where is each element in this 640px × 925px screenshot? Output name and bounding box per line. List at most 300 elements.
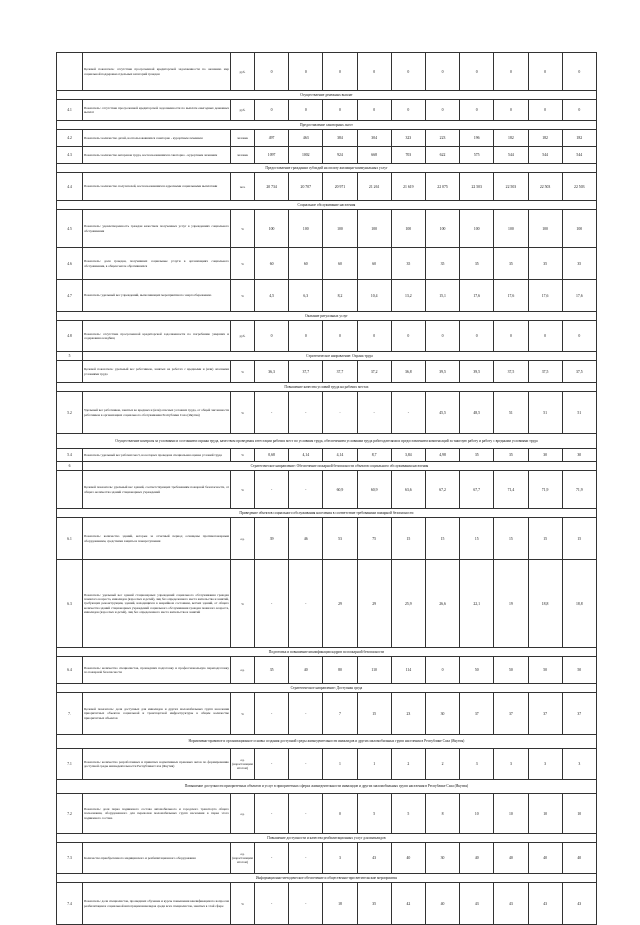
- value-cell: 0: [425, 657, 459, 684]
- unit-cell: ед.: [231, 657, 255, 684]
- value-cell: 37: [460, 693, 494, 735]
- unit-cell: %: [231, 280, 255, 312]
- value-cell: 463: [289, 130, 323, 147]
- section-heading: Подготовка и повышение квалификации кадров по пожарной безопасности: [57, 648, 597, 657]
- section-row: [57, 684, 597, 693]
- value-cell: 0: [494, 321, 528, 352]
- value-cell: 0: [255, 100, 289, 121]
- value-cell: 100: [289, 210, 323, 248]
- value-cell: 25,9: [391, 560, 425, 648]
- value-cell: 100: [562, 210, 596, 248]
- unit-cell: руб.: [231, 321, 255, 352]
- value-cell: 4,98: [425, 449, 459, 462]
- indicator-description: Показатель: количество ветеранов труда, воспользовавшихся санаторно - курортным лечением: [83, 147, 231, 164]
- value-cell: 0: [562, 53, 596, 91]
- value-cell: 8,7: [357, 449, 391, 462]
- value-cell: 0: [357, 100, 391, 121]
- value-cell: 39,5: [460, 361, 494, 383]
- indicator-description: Показатель: количество разработанных и принятых нормативных правовых актов по формированию доступной среды жизнедеятельности Республики Саха (Якутия): [83, 749, 231, 780]
- section-row: [57, 312, 597, 321]
- value-cell: 0: [357, 321, 391, 352]
- value-cell: -: [255, 471, 289, 509]
- value-cell: -: [323, 392, 357, 434]
- value-cell: 22,1: [460, 560, 494, 648]
- row-number: 4.4: [57, 173, 83, 201]
- value-cell: -: [289, 392, 323, 434]
- value-cell: 15,1: [425, 280, 459, 312]
- value-cell: 100: [391, 210, 425, 248]
- value-cell: 30: [528, 449, 562, 462]
- value-cell: 100: [323, 210, 357, 248]
- value-cell: 22 503: [528, 173, 562, 201]
- unit-cell: ед.: [231, 794, 255, 834]
- value-cell: 36,3: [255, 361, 289, 383]
- indicator-description: Показатель: доля специалистов, прошедших обучение и курсы повышения квалификации по вопросам реабилитации и социальной интеграции инвалидов среди всех специалистов, занятых в этой сфере: [83, 883, 231, 925]
- value-cell: 100: [255, 210, 289, 248]
- value-cell: 544: [494, 147, 528, 164]
- value-cell: 3: [528, 749, 562, 780]
- unit-cell: %: [231, 883, 255, 925]
- value-cell: 1002: [289, 147, 323, 164]
- value-cell: 67,7: [460, 471, 494, 509]
- value-cell: 35: [255, 657, 289, 684]
- value-cell: 0: [323, 53, 357, 91]
- value-cell: 50: [528, 657, 562, 684]
- value-cell: -: [255, 693, 289, 735]
- value-cell: 8: [425, 794, 459, 834]
- value-cell: -: [391, 392, 425, 434]
- row-number: 7.2: [57, 794, 83, 834]
- value-cell: 35: [494, 449, 528, 462]
- value-cell: 2: [391, 749, 425, 780]
- value-cell: 10,4: [357, 280, 391, 312]
- row-number: 6.1: [57, 518, 83, 560]
- value-cell: 18: [323, 883, 357, 925]
- indicators-table: [56, 52, 597, 925]
- value-cell: 7: [323, 693, 357, 735]
- value-cell: 13,2: [391, 280, 425, 312]
- table-row: [57, 657, 597, 684]
- value-cell: 35: [494, 248, 528, 280]
- indicator-description: Показатель: количество получателей, воспользовавшихся адресными социальными выплатами: [83, 173, 231, 201]
- section-heading: Стратегическое направление: Обеспечение пожарной безопасности объектов социального обслуживания населения: [83, 462, 597, 471]
- value-cell: 0: [460, 321, 494, 352]
- value-cell: 20 707: [289, 173, 323, 201]
- value-cell: 51: [562, 392, 596, 434]
- row-number: 5.2: [57, 392, 83, 434]
- section-row: [57, 121, 597, 130]
- unit-cell: %: [231, 210, 255, 248]
- table-row: [57, 361, 597, 383]
- value-cell: 40: [494, 843, 528, 874]
- unit-cell: руб.: [231, 53, 255, 91]
- value-cell: 15: [425, 518, 459, 560]
- section-row: [57, 735, 597, 749]
- value-cell: 30: [562, 449, 596, 462]
- value-cell: 45,5: [425, 392, 459, 434]
- value-cell: 100: [425, 210, 459, 248]
- unit-cell: %: [231, 449, 255, 462]
- value-cell: -: [255, 560, 289, 648]
- value-cell: 43: [528, 883, 562, 925]
- value-cell: 100: [528, 210, 562, 248]
- value-cell: 60: [255, 248, 289, 280]
- value-cell: 0: [391, 321, 425, 352]
- value-cell: 0: [425, 100, 459, 121]
- value-cell: 1097: [255, 147, 289, 164]
- value-cell: 4,14: [323, 449, 357, 462]
- value-cell: 71,9: [562, 471, 596, 509]
- value-cell: 4,5: [255, 280, 289, 312]
- indicator-description: Целевой показатель: отсутствие просроченной кредиторской задолженности по оказанию мер социальной поддержки отдельных категорий граждан: [83, 53, 231, 91]
- value-cell: 17,6: [528, 280, 562, 312]
- unit-cell: %: [231, 471, 255, 509]
- indicator-description: Показатель: доля граждан, получивших социальные услуги в организациях социального обслуживания, в общем числе обратившихся: [83, 248, 231, 280]
- indicator-description: Показатель: количество специалистов, прошедших подготовку и профессиональную переподготовку по пожарной безопасности: [83, 657, 231, 684]
- value-cell: 0,68: [255, 449, 289, 462]
- value-cell: 67,2: [425, 471, 459, 509]
- value-cell: 0: [323, 321, 357, 352]
- value-cell: 35: [460, 449, 494, 462]
- section-heading: Предоставление санаторных льгот: [57, 121, 597, 130]
- value-cell: 3: [562, 749, 596, 780]
- value-cell: 18,8: [562, 560, 596, 648]
- row-number: 4.6: [57, 248, 83, 280]
- value-cell: 60: [289, 248, 323, 280]
- value-cell: 22 503: [562, 173, 596, 201]
- value-cell: 17,6: [460, 280, 494, 312]
- value-cell: 100: [494, 210, 528, 248]
- table-row: [57, 173, 597, 201]
- value-cell: 196: [460, 130, 494, 147]
- indicator-description: Удельный вес работников, занятых во вредных и (или) опасных условиях труда, от общей численности работников в организациях социального обслуживания Республики Саха (Якутия): [83, 392, 231, 434]
- table-row: [57, 693, 597, 735]
- table-row: [57, 449, 597, 462]
- value-cell: 60: [357, 248, 391, 280]
- value-cell: 40: [391, 843, 425, 874]
- row-number: 4.1: [57, 100, 83, 121]
- value-cell: 0: [255, 321, 289, 352]
- table-row: [57, 100, 597, 121]
- value-cell: 668: [357, 147, 391, 164]
- value-cell: 40: [562, 843, 596, 874]
- value-cell: 182: [528, 130, 562, 147]
- table-row: [57, 883, 597, 925]
- row-number: 4.2: [57, 130, 83, 147]
- row-number: 6: [57, 462, 83, 471]
- value-cell: 100: [460, 210, 494, 248]
- value-cell: 0: [460, 53, 494, 91]
- value-cell: 50: [460, 657, 494, 684]
- row-number: 4.5: [57, 210, 83, 248]
- unit-cell: ед.: [231, 518, 255, 560]
- row-number: [57, 361, 83, 383]
- unit-cell: %: [231, 392, 255, 434]
- value-cell: 37,7: [323, 361, 357, 383]
- value-cell: 46: [289, 518, 323, 560]
- section-heading: Стратегическое направление: Доступная среда: [57, 684, 597, 693]
- indicator-description: Целевой показатель: доля доступных для инвалидов и других маломобильных групп населения приоритетных объектов социальной и транспортной инфраструктуры в общем количестве приоритетных объектов: [83, 693, 231, 735]
- value-cell: 35: [460, 248, 494, 280]
- section-row: [57, 648, 597, 657]
- value-cell: 15: [460, 518, 494, 560]
- section-heading: Осуществление контроля за условиями и состоянием охраны труда, качеством проведения аттестации рабочих мест по условиям труда, обеспечением условиями труда работодателями и предоставлением компенсаций за тяжелую работу и работу с вредными условиями труда: [57, 434, 597, 449]
- section-row: [57, 874, 597, 883]
- table-row: [57, 794, 597, 834]
- value-cell: 497: [255, 130, 289, 147]
- value-cell: 48,5: [460, 392, 494, 434]
- section-row: [57, 509, 597, 518]
- row-number: 6.4: [57, 657, 83, 684]
- value-cell: -: [289, 749, 323, 780]
- value-cell: 20 734: [255, 173, 289, 201]
- value-cell: 575: [460, 147, 494, 164]
- value-cell: 182: [494, 130, 528, 147]
- value-cell: 0: [425, 321, 459, 352]
- value-cell: 37: [528, 693, 562, 735]
- table-row: [57, 130, 597, 147]
- value-cell: 21 619: [391, 173, 425, 201]
- value-cell: -: [289, 560, 323, 648]
- indicator-description: Целевой показатель: удельный вес работников, занятых на работах с вредными и (или) опасными условиями труда: [83, 361, 231, 383]
- row-number: 5: [57, 352, 83, 361]
- section-row: [57, 91, 597, 100]
- value-cell: 40: [425, 883, 459, 925]
- unit-cell: человек: [231, 130, 255, 147]
- row-number: [57, 471, 83, 509]
- value-cell: 4,14: [289, 449, 323, 462]
- value-cell: -: [255, 392, 289, 434]
- value-cell: 1: [357, 749, 391, 780]
- value-cell: 23: [391, 693, 425, 735]
- value-cell: 622: [425, 147, 459, 164]
- row-number: 7.3: [57, 843, 83, 874]
- value-cell: 35: [357, 883, 391, 925]
- value-cell: 36,8: [391, 361, 425, 383]
- value-cell: -: [289, 794, 323, 834]
- value-cell: 0: [528, 53, 562, 91]
- section-row: [57, 164, 597, 173]
- value-cell: 19: [494, 560, 528, 648]
- value-cell: 2: [425, 749, 459, 780]
- table-row: [57, 560, 597, 648]
- value-cell: -: [289, 693, 323, 735]
- value-cell: 22 503: [494, 173, 528, 201]
- value-cell: 43: [562, 883, 596, 925]
- value-cell: 35: [562, 248, 596, 280]
- value-cell: 37,5: [528, 361, 562, 383]
- value-cell: 110: [357, 657, 391, 684]
- table-row: [57, 749, 597, 780]
- value-cell: -: [255, 843, 289, 874]
- table-row: [57, 518, 597, 560]
- section-heading: Повышение качества условий труда на рабочих местах: [57, 383, 597, 392]
- value-cell: 10: [494, 794, 528, 834]
- value-cell: 304: [357, 130, 391, 147]
- row-number: 4.7: [57, 280, 83, 312]
- indicator-description: Показатель: количество зданий, которые за отчетный период оснащены противопожарным оборудованием, средствами защиты и пожаротушения: [83, 518, 231, 560]
- indicator-description: Показатель: удельный вес рабочих мест, на которых проведена специальная оценка условий труда: [83, 449, 231, 462]
- table-row: [57, 321, 597, 352]
- value-cell: 8,2: [323, 280, 357, 312]
- unit-cell: руб.: [231, 100, 255, 121]
- value-cell: 10: [460, 794, 494, 834]
- value-cell: 15: [528, 518, 562, 560]
- unit-cell: %: [231, 560, 255, 648]
- value-cell: 10: [528, 794, 562, 834]
- value-cell: 0: [562, 100, 596, 121]
- table-row: [57, 248, 597, 280]
- section-row: [57, 383, 597, 392]
- unit-cell: %: [231, 248, 255, 280]
- value-cell: 0: [528, 321, 562, 352]
- value-cell: 0: [460, 100, 494, 121]
- value-cell: 15: [494, 518, 528, 560]
- unit-cell: ед. (нарастающим итогом): [231, 843, 255, 874]
- value-cell: 0: [289, 53, 323, 91]
- value-cell: 0: [323, 794, 357, 834]
- table-row: [57, 843, 597, 874]
- value-cell: 0: [528, 100, 562, 121]
- unit-cell: %: [231, 361, 255, 383]
- value-cell: 37,5: [494, 361, 528, 383]
- value-cell: 50: [494, 657, 528, 684]
- indicator-description: Показатель: количество детей, воспользовавшихся санаторно - курортным лечением: [83, 130, 231, 147]
- value-cell: 3,84: [391, 449, 425, 462]
- value-cell: -: [289, 843, 323, 874]
- value-cell: 0: [357, 53, 391, 91]
- value-cell: 51: [494, 392, 528, 434]
- value-cell: 384: [323, 130, 357, 147]
- row-number: 6.3: [57, 560, 83, 648]
- value-cell: 71,9: [528, 471, 562, 509]
- table-row: [57, 471, 597, 509]
- value-cell: 0: [323, 100, 357, 121]
- value-cell: 0: [289, 321, 323, 352]
- value-cell: -: [255, 749, 289, 780]
- value-cell: 924: [323, 147, 357, 164]
- value-cell: 43: [357, 843, 391, 874]
- value-cell: 37: [562, 693, 596, 735]
- value-cell: 43: [494, 883, 528, 925]
- value-cell: 20 971: [323, 173, 357, 201]
- value-cell: 0: [494, 100, 528, 121]
- value-cell: 114: [391, 657, 425, 684]
- value-cell: -: [255, 883, 289, 925]
- indicator-description: Показатель: удельный вес зданий стационарных учреждений социального обслуживания граждан пожилого возраста, инвалидов (взрослых и детей), лиц без определенного места жительства и занятий, требующих реконструкции, зданий, находящихся в аварийном состоянии, ветхих зданий, от общего количества зданий стационарных учреждений социального обслуживания граждан пожилого возраста, инвалидов (взрослых и детей), лиц без определенного места жительства и занятий: [83, 560, 231, 648]
- indicator-description: Показатель: отсутствие просроченной кредиторской задолженности по погребению умерших и содержанию кладбищ: [83, 321, 231, 352]
- section-row: [57, 462, 597, 471]
- indicator-description: Показатель: удельный вес учреждений, выполняющих мероприятия по энергосбережению: [83, 280, 231, 312]
- value-cell: 30: [425, 693, 459, 735]
- table-body: [57, 53, 597, 925]
- value-cell: 15: [357, 693, 391, 735]
- unit-cell: человек: [231, 147, 255, 164]
- section-row: [57, 434, 597, 449]
- row-number: 4.8: [57, 321, 83, 352]
- value-cell: 53: [323, 518, 357, 560]
- section-row: [57, 352, 597, 361]
- value-cell: 0: [494, 53, 528, 91]
- value-cell: 39,5: [425, 361, 459, 383]
- value-cell: 5: [357, 794, 391, 834]
- value-cell: 5: [391, 794, 425, 834]
- section-row: [57, 834, 597, 843]
- value-cell: 80: [323, 657, 357, 684]
- value-cell: 71,4: [494, 471, 528, 509]
- value-cell: 29: [323, 560, 357, 648]
- indicator-description: Показатель: удовлетворенность граждан качеством полученных услуг в учреждениях социального обслуживания: [83, 210, 231, 248]
- section-row: [57, 780, 597, 794]
- value-cell: 544: [528, 147, 562, 164]
- value-cell: 63,6: [391, 471, 425, 509]
- value-cell: 35: [391, 248, 425, 280]
- value-cell: 3: [494, 749, 528, 780]
- value-cell: 544: [562, 147, 596, 164]
- value-cell: 15: [562, 518, 596, 560]
- value-cell: 40: [289, 657, 323, 684]
- unit-cell: чел.: [231, 173, 255, 201]
- value-cell: 22 503: [460, 173, 494, 201]
- table-row: [57, 280, 597, 312]
- table-row: [57, 210, 597, 248]
- indicator-description: Целевой показатель: удельный вес зданий, соответствующих требованиям пожарной безопасности, от общего количества зданий стационарных учреждений: [83, 471, 231, 509]
- section-row: [57, 201, 597, 210]
- value-cell: 30: [425, 843, 459, 874]
- value-cell: 0: [255, 53, 289, 91]
- section-heading: Оказание ритуальных услуг: [57, 312, 597, 321]
- value-cell: 6,3: [289, 280, 323, 312]
- value-cell: 39: [255, 518, 289, 560]
- value-cell: 60,9: [323, 471, 357, 509]
- value-cell: 40: [460, 843, 494, 874]
- value-cell: 43: [460, 883, 494, 925]
- value-cell: 703: [391, 147, 425, 164]
- value-cell: 0: [391, 53, 425, 91]
- row-number: 4.3: [57, 147, 83, 164]
- value-cell: 37,2: [357, 361, 391, 383]
- indicator-description: Количество приобретенного медицинского и реабилитационного оборудования: [83, 843, 231, 874]
- value-cell: -: [357, 392, 391, 434]
- indicator-description: Показатель: отсутствие просроченной кредиторской задолженности по выплате ежегодных денежных выплат: [83, 100, 231, 121]
- section-heading: Социальное обслуживание населения: [57, 201, 597, 210]
- value-cell: 29: [357, 560, 391, 648]
- value-cell: 50: [562, 657, 596, 684]
- section-heading: Информационно-методическое обеспечение и общественно-просветительские мероприятия: [57, 874, 597, 883]
- value-cell: 42: [391, 883, 425, 925]
- value-cell: -: [255, 794, 289, 834]
- unit-cell: ед. (нарастающим итогом): [231, 749, 255, 780]
- value-cell: 51: [528, 392, 562, 434]
- value-cell: -: [289, 883, 323, 925]
- value-cell: 1: [323, 749, 357, 780]
- section-heading: Повышение доступности приоритетных объектов и услуг в приоритетных сферах жизнедеятельности инвалидов и других маломобильных групп населения в Республике Саха (Якутия): [57, 780, 597, 794]
- unit-cell: %: [231, 693, 255, 735]
- value-cell: 18,8: [528, 560, 562, 648]
- value-cell: 21 261: [357, 173, 391, 201]
- value-cell: 0: [425, 53, 459, 91]
- section-heading: Осуществление денежных выплат: [57, 91, 597, 100]
- value-cell: 15: [391, 518, 425, 560]
- value-cell: 3: [460, 749, 494, 780]
- row-number: 7.4: [57, 883, 83, 925]
- value-cell: 17,6: [562, 280, 596, 312]
- value-cell: 0: [289, 100, 323, 121]
- indicator-description: Показатель: доля парка подвижного состава автомобильного и городского транспорта общего пользования, оборудованного для перевозки маломобильных групп населения в парке этого подвижного состава: [83, 794, 231, 834]
- row-number: 5.4: [57, 449, 83, 462]
- value-cell: 37,5: [562, 361, 596, 383]
- value-cell: 60: [323, 248, 357, 280]
